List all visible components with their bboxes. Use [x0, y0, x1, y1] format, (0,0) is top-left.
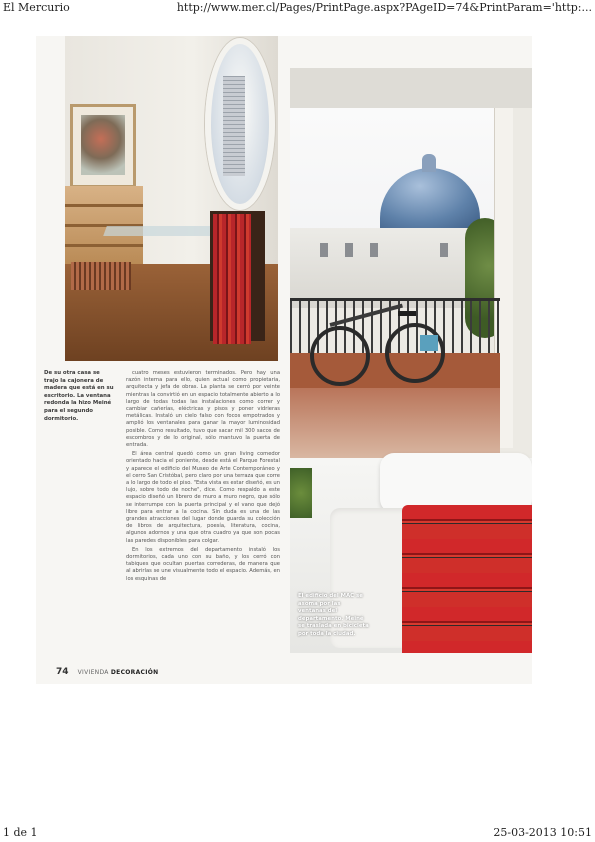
- section-label: [78, 669, 159, 676]
- railing-top: [290, 298, 500, 301]
- browser-site-title: El Mercurio: [3, 1, 70, 14]
- dome-lantern: [422, 154, 436, 172]
- study-photo: [65, 36, 278, 361]
- paragraph: El área central quedó como un gran living comedor orientado hacia el poniente, desde está el Parque Forestal y aparece el edificio del Museo de Arte Contemporáneo y el cerro San Cristóbal, pero claro por una terraza que corre a lo largo de todo el piso. "Esta vista es estar diseñó, es un lujo, sobre todo de noche", dice. Como respaldo a este espacio diseñó un librero de muro a muro negro, que sólo se interrumpe con la puerta principal y el vano que dejó libre para entrar a la cocina. Sin duda es una de las grandes atracciones del lugar donde guarda su colección de libros de arquitectura, poesía, literatura, cocina, algunos adornos y una que otra cuadro ya que son pocas las paredes disponibles para colgar.: [126, 451, 280, 544]
- red-striped-blanket: [402, 505, 532, 653]
- caption-balcony: El edificio del MAC se asoma por las ventanas del departamento. Meiné se traslada en bicicleta por toda la ciudad.: [298, 593, 369, 637]
- page-number: 74: [56, 667, 69, 677]
- ceiling: [290, 68, 532, 108]
- patterned-chair: [71, 262, 131, 290]
- bicycle-front-wheel: [385, 323, 445, 383]
- framed-painting: [70, 104, 136, 188]
- page-footer: [56, 659, 159, 678]
- article-body: [126, 370, 280, 585]
- blue-bucket: [420, 335, 438, 351]
- section-prefix: VIVIENDA: [77, 669, 109, 676]
- red-textile: [213, 214, 251, 344]
- browser-url[interactable]: http://www.mer.cl/Pages/PrintPage.aspx?PAgeID=74&PrintParam='http:...: [176, 1, 592, 14]
- caption-study: De su otra casa se trajo la cajonera de madera que está en su escritorio. La ventana redonda la hizo Meiné para el segundo dormitorio.: [44, 370, 114, 422]
- sofa-cushion: [380, 453, 532, 513]
- plant: [290, 468, 312, 518]
- page-counter: 1 de 1: [3, 826, 38, 839]
- bicycle-seat: [398, 311, 416, 316]
- terrace-floor: [290, 388, 500, 458]
- building-window: [320, 243, 328, 257]
- paragraph: En los extremos del departamento instaló los dormitorios, cada uno con su baño, y los cerró con tabiques que ocultan puertas correderas, de manera que al abrirlas se une visualmente todo el espacio. Además, en los esquinas de: [126, 546, 280, 582]
- print-timestamp: 25-03-2013 10:51: [493, 826, 592, 839]
- section-name: DECORACIÓN: [110, 669, 159, 676]
- paragraph: cuatro meses estuvieron terminados. Pero hay una razón interna para ello, quien actual como propietaria, arquitecta y jefa de obras. La planta se cerró por veinte mientras la convirtió en un espacio totalmente abierto a lo largo de todas todas las instalaciones como correr y cambiar cañerías, eléctricas y pisos y poner vidrieras metálicas. Instaló un cielo falso con focos empotrados y amplió los ventanales para ganar la mayor luminosidad posible. Como resultado, tuvo que sacar mil 300 sacos de escombros y de lo original, sólo mantuvo la puerta de entrada.: [126, 370, 280, 449]
- window-skyscraper: [223, 76, 245, 176]
- building-window: [345, 243, 353, 257]
- balcony-photo: [290, 68, 532, 653]
- bicycle-rear-wheel: [310, 326, 370, 386]
- building-window: [440, 243, 448, 257]
- magazine-page: [36, 36, 532, 684]
- building-window: [370, 243, 378, 257]
